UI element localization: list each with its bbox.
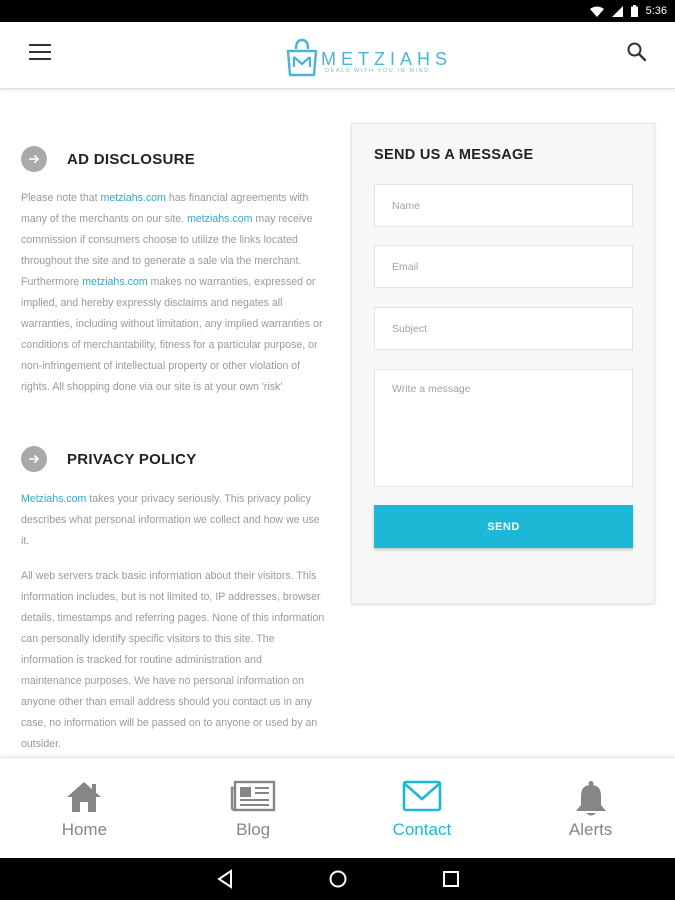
menu-icon-bar: [29, 51, 51, 53]
text-span: makes no warranties, expressed or implied, and hereby expressly disclaims and negates all warranties, including without limitation, any implied warranties or conditions of merchantability, fitness for a particular purpose, or non-infringement of intellectual property or other violation of rights. All shopping done via our site is at your own 'risk': [21, 276, 323, 393]
battery-icon: [631, 5, 638, 17]
nav-item-contact[interactable]: [338, 758, 507, 858]
arrow-right-icon: [21, 146, 47, 172]
shopping-bag-icon: [285, 37, 319, 77]
mail-icon: [402, 780, 442, 812]
nav-item-alerts[interactable]: [506, 758, 675, 858]
nav-label: Contact: [392, 820, 452, 839]
back-icon[interactable]: [216, 869, 234, 894]
site-link[interactable]: Metziahs.com: [21, 493, 87, 505]
text-span: has financial agreements with many of the merchants on our site.: [21, 192, 309, 225]
nav-item-blog[interactable]: [169, 758, 338, 858]
name-input[interactable]: [374, 184, 633, 227]
text-span: Please note that: [21, 192, 101, 204]
logo-tagline: DEALS WITH YOU IN MIND: [325, 68, 430, 74]
privacy-intro-text: [21, 489, 325, 552]
arrow-right-icon: [21, 446, 47, 472]
main-content: [0, 90, 675, 755]
send-button[interactable]: SEND: [374, 505, 633, 548]
form-title: SEND US A MESSAGE: [374, 147, 534, 163]
home-circle-icon[interactable]: [328, 869, 348, 894]
status-time: 5:36: [645, 5, 667, 17]
status-bar: [0, 0, 675, 22]
menu-button[interactable]: [29, 42, 51, 62]
menu-icon-bar: [29, 58, 51, 60]
email-input[interactable]: [374, 245, 633, 288]
section-title: AD DISCLOSURE: [67, 150, 196, 168]
site-link[interactable]: metziahs.com: [187, 213, 253, 225]
newspaper-icon: [230, 780, 276, 812]
message-input[interactable]: [374, 369, 633, 487]
logo-text: METZIAHS: [321, 49, 453, 69]
bell-icon: [573, 780, 609, 818]
recents-icon[interactable]: [442, 869, 460, 894]
privacy-policy-section: [21, 444, 325, 755]
subject-input[interactable]: [374, 307, 633, 350]
system-nav-bar: [0, 858, 675, 900]
ad-disclosure-section: [21, 144, 325, 398]
site-link[interactable]: metziahs.com: [100, 192, 166, 204]
site-link[interactable]: metziahs.com: [82, 276, 148, 288]
nav-label: Blog: [236, 820, 271, 839]
nav-label: Alerts: [568, 820, 613, 839]
text-span: may receive commission if consumers choose to utilize the links located throughout the site and to generate a sale via the merchant. Furthermore: [21, 213, 313, 288]
menu-icon-bar: [29, 44, 51, 46]
bottom-nav: [0, 757, 675, 858]
section-title: PRIVACY POLICY: [67, 450, 197, 468]
nav-item-home[interactable]: [0, 758, 169, 858]
app-header: [0, 22, 675, 89]
ad-disclosure-text: [21, 188, 325, 398]
signal-icon: [612, 6, 623, 17]
contact-form: [351, 123, 655, 604]
text-span: takes your privacy seriously. This privacy policy describes what personal information we collect and how we use it.: [21, 493, 320, 547]
nav-label: Home: [61, 820, 108, 839]
privacy-detail-text: All web servers track basic information about their visitors. This information includes, but is not limited to, IP addresses, browser details, timestamps and referring pages. None of this information can personally identify specific visitors to this site. The information is tracked for routine administration and maintenance purposes. We have no personal information on anyone other than email address should you contact us in any case, no information will be passed on to anyone or used by an outsider.: [21, 570, 325, 750]
search-icon: [626, 41, 648, 63]
logo[interactable]: [285, 35, 453, 79]
home-icon: [65, 780, 103, 814]
wifi-icon: [590, 6, 604, 17]
search-button[interactable]: [626, 41, 648, 63]
